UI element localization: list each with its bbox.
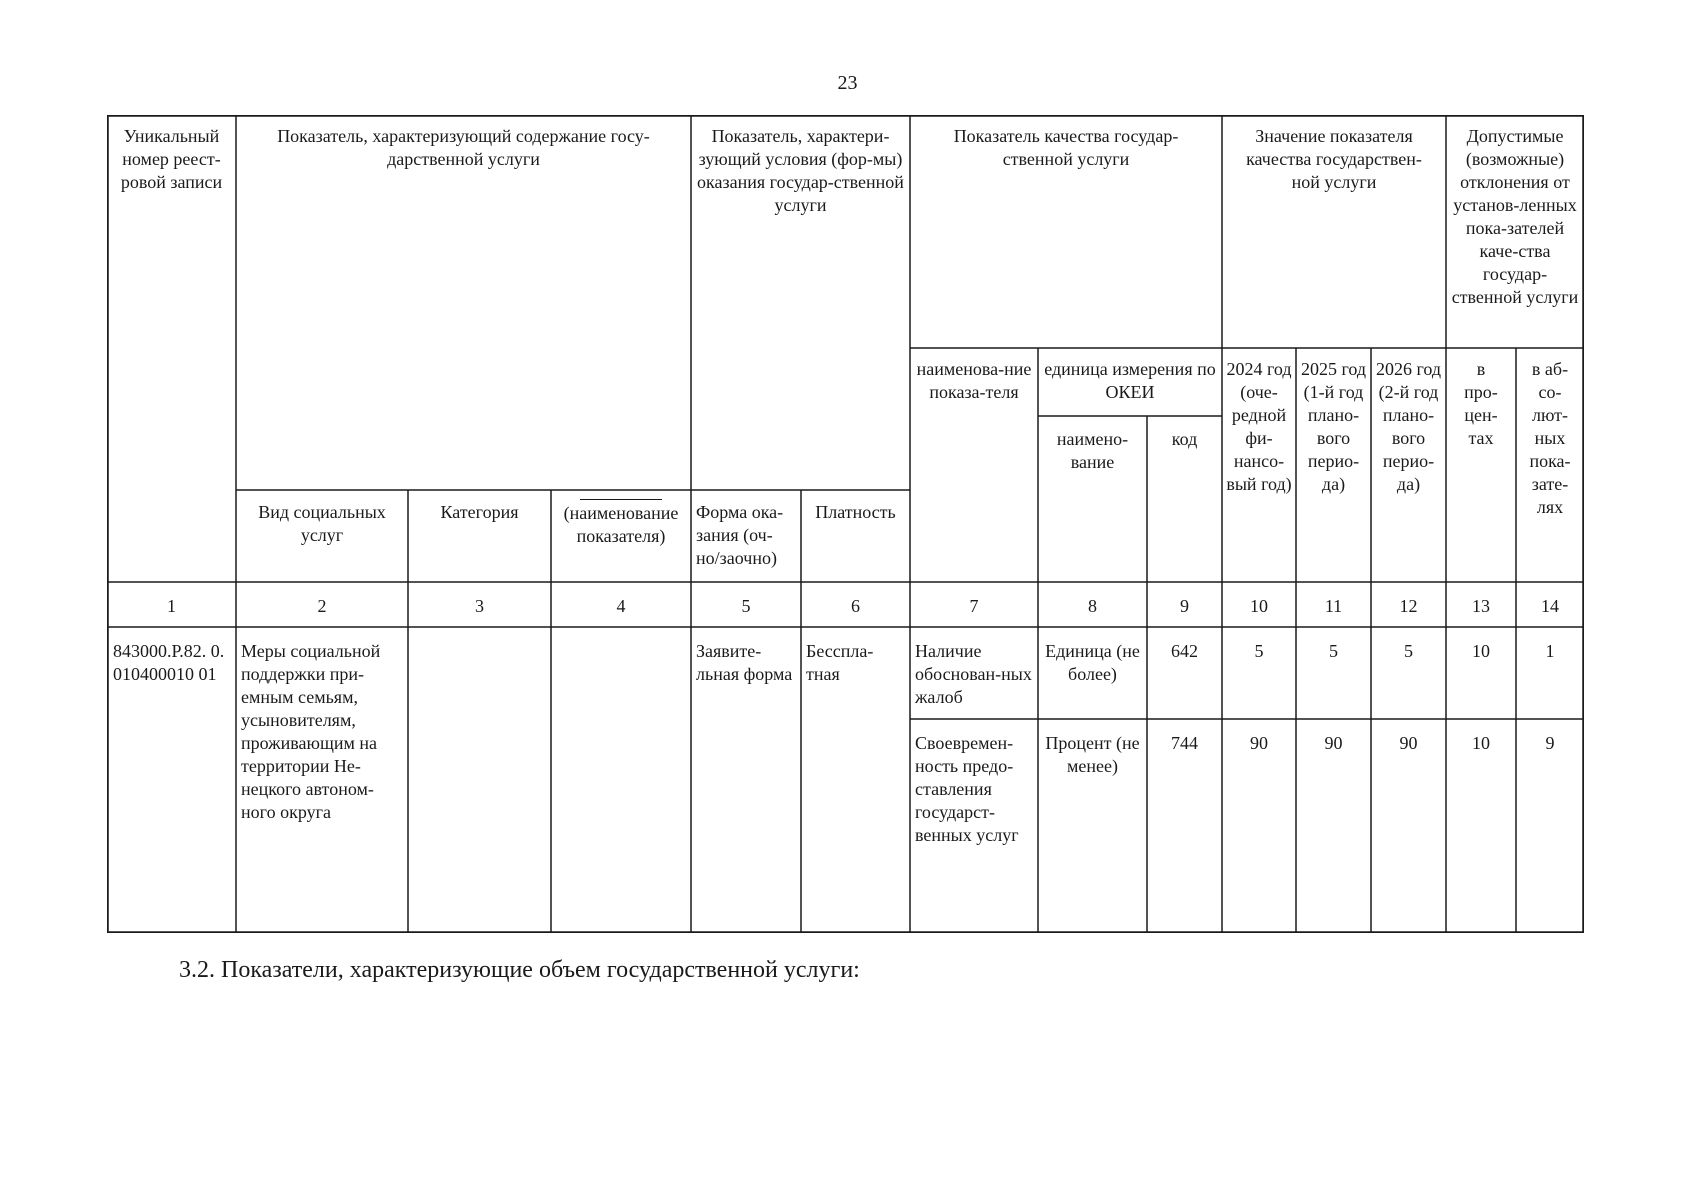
header-reg-number: Уникальный номер реест-ровой записи bbox=[120, 126, 223, 192]
quality-indicators-table bbox=[107, 115, 1584, 933]
header-deviations: Допустимые (возможные) отклонения от установ-ленных пока-зателей каче-ства государ-ственной услуги bbox=[1451, 126, 1579, 307]
header-content-indicator: Показатель, характеризующий содержание госу-дарственной услуги bbox=[277, 126, 650, 169]
blank-name-line bbox=[580, 499, 662, 500]
column-number: 7 bbox=[969, 596, 979, 616]
value-2024: 90 bbox=[1250, 733, 1268, 753]
column-number: 14 bbox=[1541, 596, 1559, 616]
indicator-name-value: Своевремен-ность предо-ставления государст-венных услуг bbox=[915, 733, 1019, 845]
header-conditions-indicator: Показатель, характери-зующий условия (фор-мы) оказания государ-ственной услуги bbox=[697, 126, 904, 215]
header-service-type: Вид социальных услуг bbox=[258, 502, 386, 545]
delivery-form-value: Заявите-льная форма bbox=[696, 641, 793, 684]
header-year-2026: 2026 год (2-й год плано-вого перио-да) bbox=[1375, 359, 1442, 494]
deviation-absolute: 1 bbox=[1545, 641, 1555, 661]
indicator-name-value: Наличие обоснован-ных жалоб bbox=[915, 641, 1032, 707]
header-year-2024: 2024 год (оче-редной фи-нансо-вый год) bbox=[1226, 359, 1292, 494]
indicator-unit-value: Единица (не более) bbox=[1045, 641, 1140, 684]
page-number: 23 bbox=[837, 72, 858, 94]
header-in-absolute: в аб-со-лют-ных пока-зате-лях bbox=[1529, 359, 1571, 517]
header-payment: Платность bbox=[815, 502, 896, 522]
column-number: 2 bbox=[317, 596, 327, 616]
section-heading: 3.2. Показатели, характеризующие объем государственной услуги: bbox=[179, 957, 860, 983]
column-number: 13 bbox=[1472, 596, 1490, 616]
column-number: 3 bbox=[475, 596, 484, 616]
header-delivery-form: Форма ока-зания (оч-но/заочно) bbox=[696, 502, 784, 568]
service-type-value: Меры социальной поддержки при-емным семьям, усыновителям, проживающим на территории Не-нецкого автоном-ного округа bbox=[241, 641, 381, 822]
column-number: 11 bbox=[1324, 596, 1343, 616]
column-number: 5 bbox=[741, 596, 751, 616]
header-category: Категория bbox=[440, 502, 519, 522]
value-2024: 5 bbox=[1254, 641, 1264, 661]
indicator-code-value: 642 bbox=[1171, 641, 1198, 661]
header-okei-name: наимено-вание bbox=[1056, 429, 1129, 472]
header-okei-code: код bbox=[1171, 429, 1198, 449]
deviation-percent: 10 bbox=[1472, 641, 1490, 661]
col4-value bbox=[551, 638, 691, 642]
value-2025: 5 bbox=[1329, 641, 1338, 661]
header-quality-value: Значение показателя качества государствен-ной услуги bbox=[1246, 126, 1422, 192]
column-number: 4 bbox=[616, 596, 626, 616]
indicator-unit-value: Процент (не менее) bbox=[1045, 733, 1140, 776]
column-number: 12 bbox=[1399, 596, 1418, 616]
deviation-absolute: 9 bbox=[1545, 733, 1555, 753]
header-quality-indicator: Показатель качества государ-ственной услуги bbox=[953, 126, 1179, 169]
value-2026: 5 bbox=[1404, 641, 1413, 661]
column-number: 8 bbox=[1088, 596, 1097, 616]
value-2026: 90 bbox=[1399, 733, 1418, 753]
column-number: 1 bbox=[167, 596, 176, 616]
deviation-percent: 10 bbox=[1472, 733, 1490, 753]
value-2025: 90 bbox=[1324, 733, 1343, 753]
header-in-percent: в про-цен-тах bbox=[1464, 359, 1498, 448]
header-year-2025: 2025 год (1-й год плано-вого перио-да) bbox=[1300, 359, 1367, 494]
header-col4 bbox=[551, 471, 691, 550]
indicator-code-value: 744 bbox=[1171, 733, 1198, 753]
reg-number-value: 843000.Р.82. 0.010400010 01 bbox=[113, 641, 225, 684]
header-indicator-name: наименова-ние показа-теля bbox=[916, 359, 1032, 402]
column-number: 10 bbox=[1250, 596, 1268, 616]
column-number: 9 bbox=[1180, 596, 1189, 616]
header-col4-name: (наименование показателя) bbox=[563, 503, 679, 546]
column-number: 6 bbox=[851, 596, 860, 616]
payment-value: Бесспла-тная bbox=[806, 641, 874, 684]
header-okei-unit: единица измерения по ОКЕИ bbox=[1044, 359, 1216, 402]
category-value bbox=[408, 638, 551, 642]
